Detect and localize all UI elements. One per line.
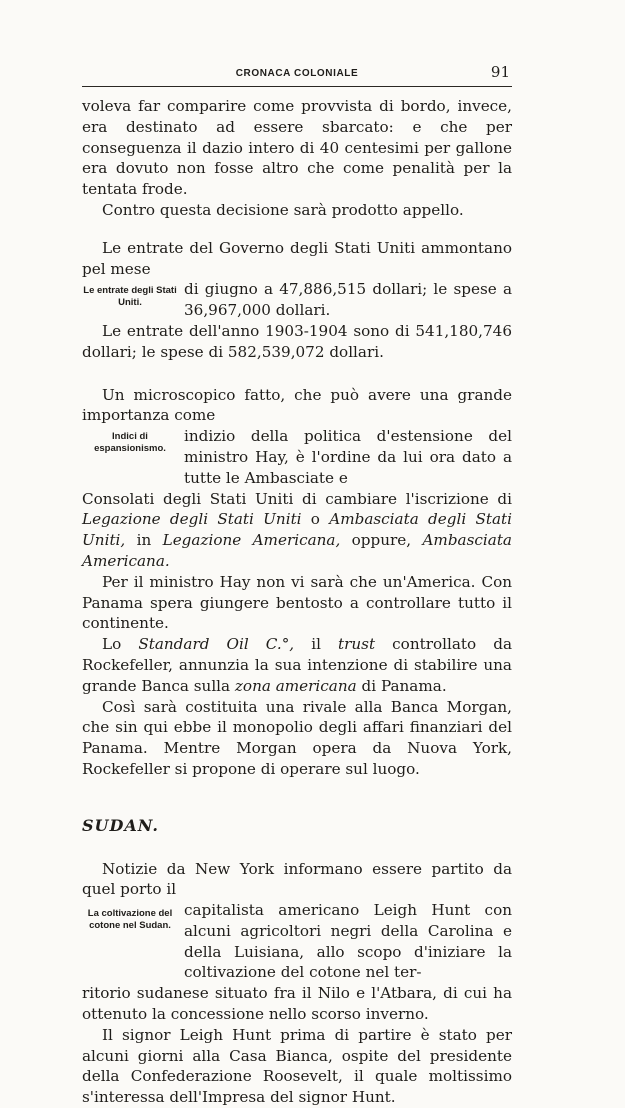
paragraph-sudan-cotton-first-line: Notizie da New York informano essere partito da quel porto il (82, 859, 512, 899)
running-title: CRONACA COLONIALE (235, 68, 359, 79)
margin-note-expansionism: Indici di espansionismo. (94, 431, 166, 454)
paragraph-expansionism-beside-note: indizio della politica d'estensione del ministro Hay, è l'ordine da lui ora dato a tutte le Ambasciate e (184, 427, 512, 487)
section-title-sudan: SUDAN. (82, 815, 159, 835)
paragraph-expansionism-first-line: Un microscopico fatto, che può avere una grande importanza come (82, 385, 512, 425)
paragraph-standard-oil: Lo Standard Oil C.°, il trust controllato da Rockefeller, annunzia la sua intenzione di stabilire una grande Banca sulla zona americana di Panama. (82, 635, 512, 695)
us-revenue-block (82, 279, 512, 321)
margin-note-us-revenue: Le entrate degli Stati Uniti. (83, 285, 177, 308)
margin-note-sudan-cotton: La coltivazione del cotone nel Sudan. (87, 908, 173, 931)
page-header (82, 60, 512, 87)
expansionism-block (82, 426, 512, 488)
body-text (82, 96, 512, 1108)
paragraph-expansionism-continued: Consolati degli Stati Uniti di cambiare l'iscrizione di Legazione degli Stati Uniti o Ambasciata degli Stati Uniti, in Legazione Americana, oppure, Ambasciata Americana. (82, 489, 512, 570)
paragraph-minister-hay: Per il ministro Hay non vi sarà che un'America. Con Panama spera giungere bentosto a controllare tutto il continente. (82, 572, 512, 633)
paragraph-annual-revenue: Le entrate dell'anno 1903-1904 sono di 541,180,746 dollari; le spese di 582,539,072 dollari. (82, 321, 512, 361)
paragraph-leigh-hunt: Il signor Leigh Hunt prima di partire è stato per alcuni giorni alla Casa Bianca, ospite del presidente della Confederazione Roosevelt, il quale moltissimo s'interessa dell'Impresa del signor Hunt. (82, 1025, 512, 1107)
paragraph-customs-duty: voleva far comparire come provvista di bordo, invece, era destinato ad essere sbarcato: e che per conseguenza il dazio intero di 40 centesimi per gallone era dovuto non fosse altro che come penalità per la tentata frode. (82, 97, 512, 199)
page-number: 91 (490, 63, 510, 81)
paragraph-us-revenue-continued: di giugno a 47,886,515 dollari; le spese a 36,967,000 dollari. (184, 280, 512, 320)
paragraph-us-revenue-first-line: Le entrate del Governo degli Stati Uniti ammontano pel mese (82, 238, 512, 278)
sudan-cotton-block (82, 900, 512, 983)
paragraph-sudan-cotton-continued: ritorio sudanese situato fra il Nilo e l'Atbara, di cui ha ottenuto la concessione nello scorso inverno. (82, 984, 512, 1024)
paragraph-morgan-bank: Così sarà costituita una rivale alla Banca Morgan, che sin qui ebbe il monopolio degli affari finanziari del Panama. Mentre Morgan opera da Nuova York, Rockefeller si propone di operare sul luogo. (82, 697, 512, 778)
paragraph-sudan-cotton-beside-note: capitalista americano Leigh Hunt con alcuni agricoltori negri della Carolina e della Luisiana, allo scopo d'iniziare la coltivazione del cotone nel ter- (184, 901, 512, 982)
paragraph-appeal: Contro questa decisione sarà prodotto appello. (102, 200, 464, 219)
